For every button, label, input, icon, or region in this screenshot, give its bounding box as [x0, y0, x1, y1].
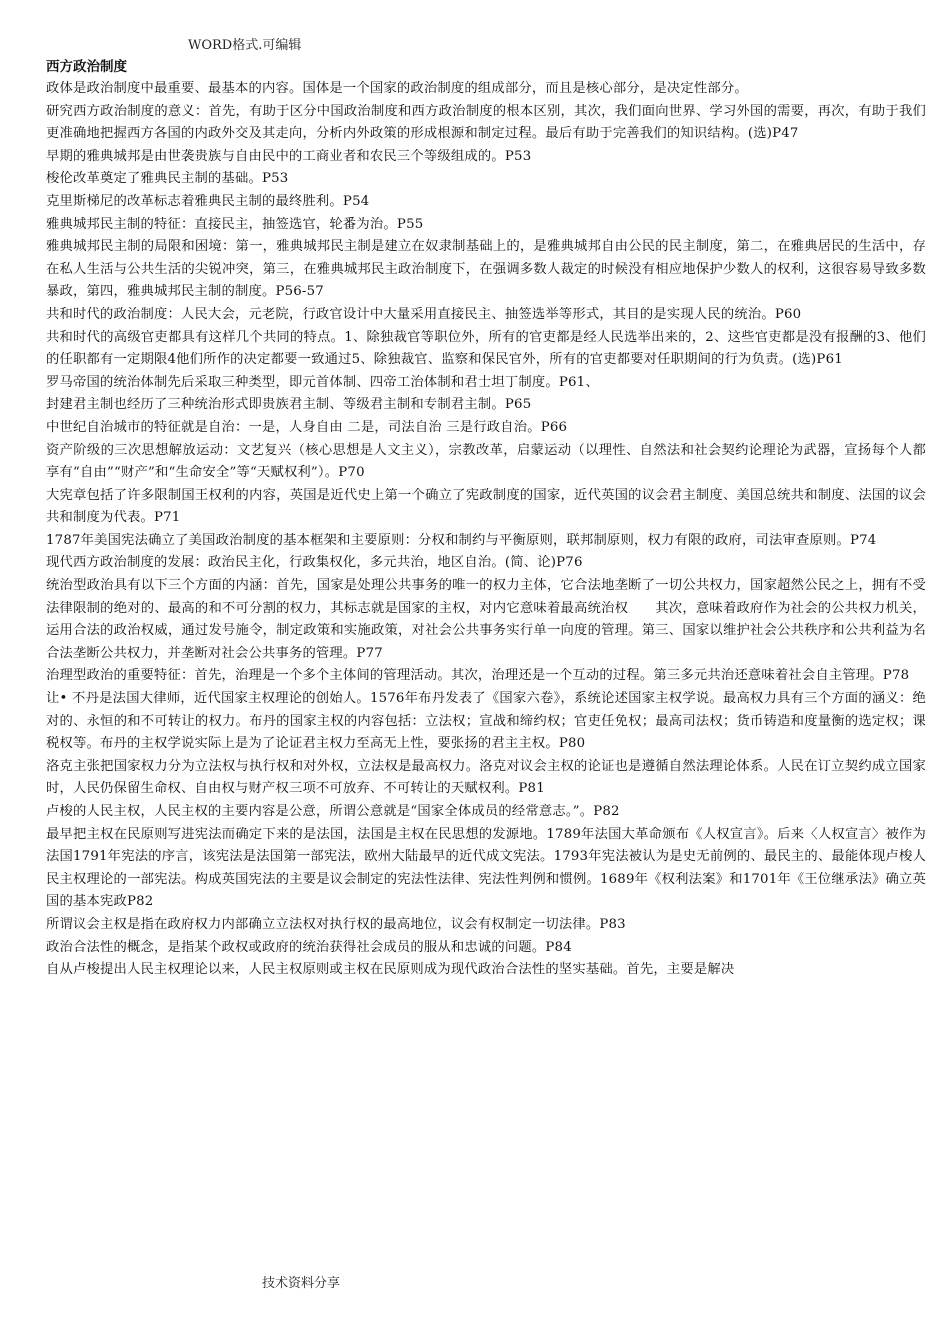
- paragraph: 共和时代的政治制度：人民大会，元老院，行政官设计中大量采用直接民主、抽签选举等形式，其目的是实现人民的统治。P60: [46, 306, 802, 322]
- paragraph: 让• 不丹是法国大律师，近代国家主权理论的创始人。1576年布丹发表了《国家六卷》，系统论述国家主权学说。最高权力具有三个方面的涵义：绝对的、永恒的和不可转让的权力。布丹的国家主权的内容包括：立法权；宣战和缔约权；官吏任免权；最高司法权；货币铸造和度量衡的选定权；课税权等。布丹的主权学说实际上是为了论证君主权力至高无上性，要张扬的君主主权。P80: [46, 691, 926, 752]
- paragraph: 现代西方政治制度的发展：政治民主化，行政集权化，多元共治，地区自治。(简、论)P76: [46, 555, 583, 571]
- paragraph: 早期的雅典城邦是由世袭贵族与自由民中的工商业者和农民三个等级组成的。P53: [46, 148, 532, 164]
- paragraph: 雅典城邦民主制的局限和困境：第一，雅典城邦民主制是建立在奴隶制基础上的，是雅典城邦自由公民的民主制度，第二，在雅典居民的生活中，存在私人生活与公共生活的尖锐冲突，第三，在雅典城邦民主政治制度下，在强调多数人裁定的时候没有相应地保护少数人的权利，这很容易导致多数暴政，第四，雅典城邦民主制的制度。P56-57: [46, 239, 926, 300]
- document-body: [46, 56, 926, 982]
- paragraph: 共和时代的高级官吏都具有这样几个共同的特点。1、除独裁官等职位外，所有的官吏都是经人民选举出来的，2、这些官吏都是没有报酬的3、他们的任职都有一定期限4他们所作的决定都要一致通过5、除独裁官、监察和保民官外，所有的官吏都要对任职期间的行为负责。(选)P61: [46, 329, 926, 368]
- paragraph: 自从卢梭提出人民主权理论以来，人民主权原则或主权在民原则成为现代政治合法性的坚实基础。首先，主要是解决: [46, 962, 735, 978]
- paragraph: 雅典城邦民主制的特征：直接民主，抽签选官，轮番为治。P55: [46, 216, 424, 232]
- paragraph: 卢梭的人民主权，人民主权的主要内容是公意，所谓公意就是“国家全体成员的经常意志。”。P82: [46, 804, 620, 819]
- document-title: 西方政治制度: [46, 59, 127, 75]
- paragraph: 1787年美国宪法确立了美国政治制度的基本框架和主要原则：分权和制约与平衡原则，联邦制原则，权力有限的政府，司法审查原则。P74: [46, 532, 877, 548]
- paragraph: 中世纪自治城市的特征就是自治：一是，人身自由 二是，司法自治 三是行政自治。P66: [46, 419, 568, 435]
- paragraph: 治理型政治的重要特征：首先，治理是一个多个主体间的管理活动。其次，治理还是一个互动的过程。第三多元共治还意味着社会自主管理。P78: [46, 668, 910, 684]
- paragraph: 克里斯梯尼的改革标志着雅典民主制的最终胜利。P54: [46, 193, 370, 209]
- paragraph: 统治型政治具有以下三个方面的内涵：首先，国家是处理公共事务的唯一的权力主体，它合法地垄断了一切公共权力，国家超然公民之上，拥有不受法律限制的绝对的、最高的和不可分割的权力，其标志就是国家的主权，对内它意味着最高统治权 其次，意味着政府作为社会的公共权力机关，运用合法的政治权威，通过发号施令，制定政策和实施政策，对社会公共事务实行单一向度的管理。第三、国家以维护社会公共秩序和公共利益为名合法垄断公共权力，并垄断对社会公共事务的管理。P77: [46, 578, 926, 661]
- paragraph: 梭伦改革奠定了雅典民主制的基础。P53: [46, 171, 289, 187]
- paragraph: 所谓议会主权是指在政府权力内部确立立法权对执行权的最高地位，议会有权制定一切法律。P83: [46, 916, 626, 932]
- paragraph: 最早把主权在民原则写进宪法而确定下来的是法国，法国是主权在民思想的发源地。1789年法国大革命颁布《人权宣言》。后来〈人权宣言〉被作为法国1791年宪法的序言，该宪法是法国第一部宪法，欧州大陆最早的近代成文宪法。1793年宪法被认为是史无前例的、最民主的、最能体现卢梭人民主权理论的一部宪法。构成英国宪法的主要是议会制定的宪法性法律、宪法性判例和惯例。1689年《权利法案》和1701年《王位继承法》确立英国的基本宪政P82: [46, 826, 926, 910]
- paragraph: 政体是政治制度中最重要、最基本的内容。国体是一个国家的政治制度的组成部分，而且是核心部分，是决定性部分。: [46, 81, 748, 96]
- paragraph: 封建君主制也经历了三种统治形式即贵族君主制、等级君主制和专制君主制。P65: [46, 397, 532, 413]
- paragraph: 政治合法性的概念，是指某个政权或政府的统治获得社会成员的服从和忠诚的问题。P84: [46, 939, 572, 955]
- paragraph: 研究西方政治制度的意义：首先，有助于区分中国政治制度和西方政治制度的根本区别，其次，我们面向世界、学习外国的需要，再次，有助于我们更准确地把握西方各国的内政外交及其走向，分析内外政策的形成根源和制定过程。最后有助于完善我们的知识结构。(选)P47: [46, 103, 926, 142]
- paragraph: 洛克主张把国家权力分为立法权与执行权和对外权，立法权是最高权力。洛克对议会主权的论证也是遵循自然法理论体系。人民在订立契约成立国家时，人民仍保留生命权、自由权与财产权三项不可放弃、不可转让的天赋权利。P81: [46, 758, 926, 797]
- page-footer: 技术资料分享: [262, 1276, 341, 1291]
- paragraph: 大宪章包括了许多限制国王权利的内容，英国是近代史上第一个确立了宪政制度的国家，近代英国的议会君主制度、美国总统共和制度、法国的议会共和制度为代表。P71: [46, 487, 926, 526]
- paragraph: 资产阶级的三次思想解放运动：文艺复兴（核心思想是人文主义），宗教改革，启蒙运动（以理性、自然法和社会契约论理论为武器，宣扬每个人都享有“自由”“财产”和“生命安全”等“天赋权利”）。P70: [46, 442, 926, 481]
- paragraph: 罗马帝国的统治体制先后采取三种类型，即元首体制、四帝工治体制和君士坦丁制度。P61、: [46, 374, 599, 390]
- page-header: WORD格式.可编辑: [188, 38, 302, 53]
